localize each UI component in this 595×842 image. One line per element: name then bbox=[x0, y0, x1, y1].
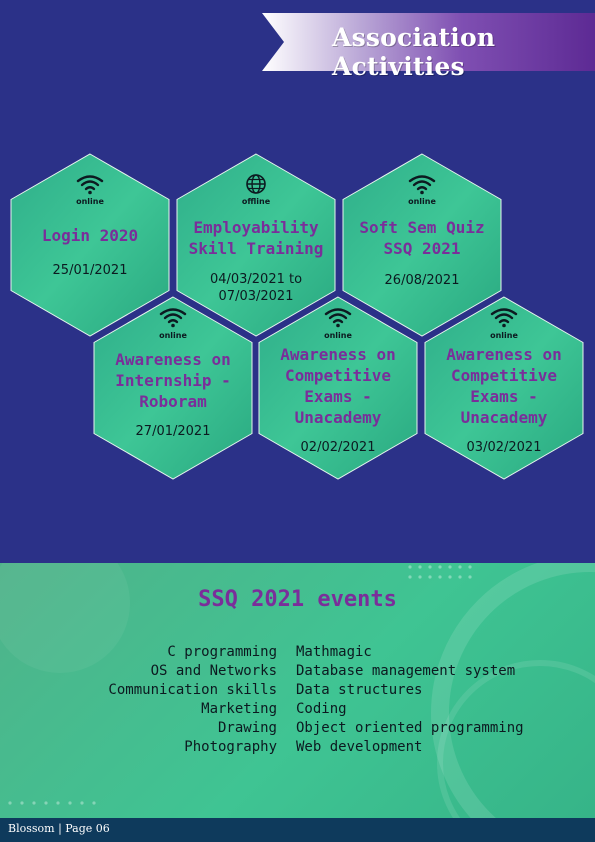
activity-mode: offline bbox=[241, 197, 271, 206]
events-left-column bbox=[108, 643, 277, 757]
event-item: Drawing bbox=[217, 720, 277, 736]
wifi-icon bbox=[324, 306, 352, 328]
event-item: Database management system bbox=[296, 663, 516, 679]
activity-title: Login 2020 bbox=[41, 226, 139, 245]
event-item: Mathmagic bbox=[296, 644, 372, 660]
wifi-icon bbox=[159, 306, 187, 328]
event-item: C programming bbox=[167, 644, 277, 660]
event-item: Object oriented programming bbox=[296, 720, 524, 736]
footer-text: Blossom | Page 06 bbox=[8, 822, 110, 835]
page-footer bbox=[0, 818, 595, 842]
activity-title: Awareness on Competitive Exams -Unacademy bbox=[446, 345, 562, 427]
event-item: Coding bbox=[296, 701, 347, 717]
activity-date: 02/02/2021 bbox=[300, 440, 376, 455]
activity-date: 27/01/2021 bbox=[135, 424, 211, 439]
activity-mode: online bbox=[76, 197, 104, 206]
globe-icon bbox=[242, 173, 270, 195]
activity-title: Awareness on Competitive Exams -Unacademy bbox=[280, 345, 396, 427]
activity-title: Soft Sem Quiz SSQ 2021 bbox=[359, 218, 485, 258]
page-title: Association Activities bbox=[332, 23, 496, 81]
event-item: Web development bbox=[296, 739, 423, 755]
activity-date: 03/02/2021 bbox=[466, 440, 542, 455]
event-item: Photography bbox=[184, 739, 277, 755]
activity-mode: online bbox=[408, 197, 436, 206]
event-item: Data structures bbox=[296, 682, 423, 698]
events-section bbox=[0, 563, 595, 818]
activity-date: 25/01/2021 bbox=[52, 263, 128, 278]
event-item: OS and Networks bbox=[150, 663, 277, 679]
wifi-icon bbox=[408, 173, 436, 195]
wifi-icon bbox=[76, 173, 104, 195]
wifi-icon bbox=[490, 306, 518, 328]
events-title: SSQ 2021 events bbox=[198, 587, 397, 612]
event-item: Marketing bbox=[201, 701, 277, 717]
activity-mode: online bbox=[324, 331, 352, 340]
activity-mode: online bbox=[490, 331, 518, 340]
activity-date: 26/08/2021 bbox=[384, 273, 460, 288]
activity-card bbox=[258, 296, 418, 480]
activity-title: Awareness on Internship -Roboram bbox=[115, 350, 231, 411]
activity-title: Employability Skill Training bbox=[188, 218, 324, 258]
events-right-column bbox=[296, 643, 524, 757]
activity-date: 04/03/2021 to 07/03/2021 bbox=[209, 272, 303, 304]
event-item: Communication skills bbox=[108, 682, 277, 698]
activity-card bbox=[424, 296, 584, 480]
activity-card bbox=[93, 296, 253, 480]
activity-mode: online bbox=[159, 331, 187, 340]
